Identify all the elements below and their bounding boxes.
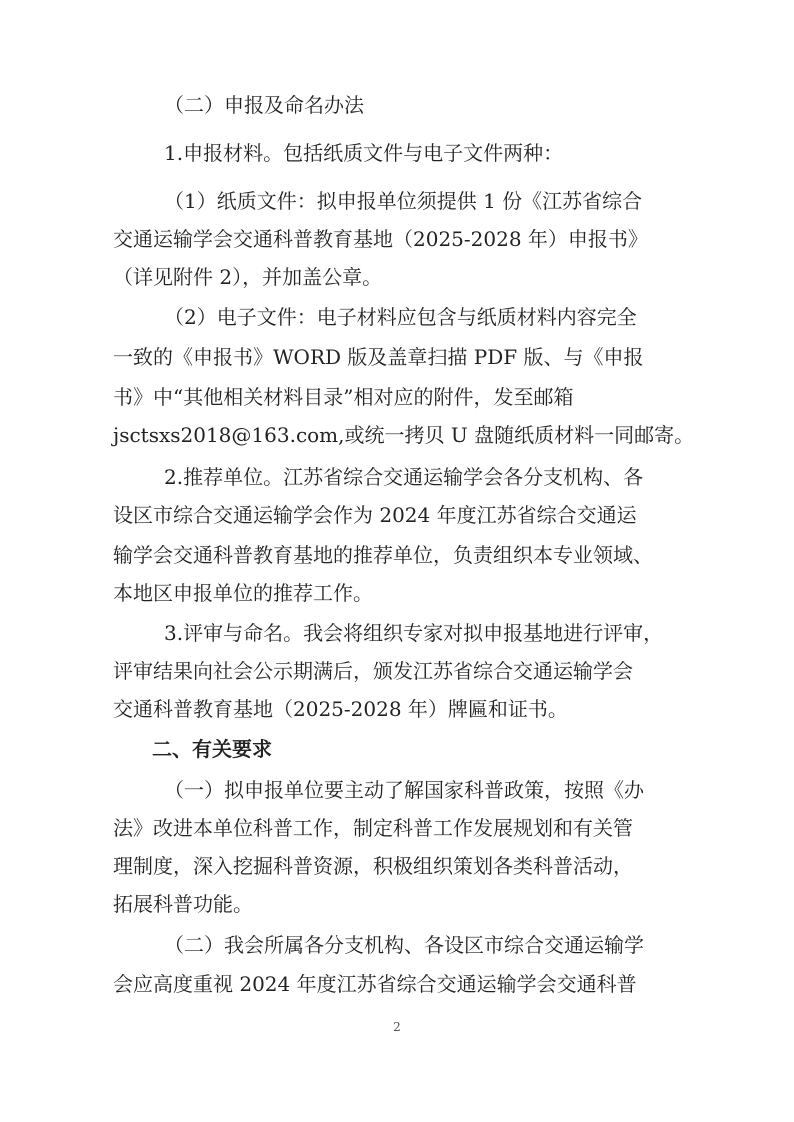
paragraph-line: （2）电子文件：电子材料应包含与纸质材料内容完全: [164, 305, 637, 329]
paragraph-line: 交通科普教育基地（2025-2028 年）牌匾和证书。: [113, 697, 568, 721]
paragraph-recommending-units: [0, 457, 794, 497]
section-heading-text: 二、有关要求: [152, 737, 272, 761]
paragraph-line: 一致的《申报书》WORD 版及盖章扫描 PDF 版、与《申报: [113, 345, 644, 369]
paragraph-line: （一）拟申报单位要主动了解国家科普政策，按照《办: [164, 778, 644, 802]
paragraph-line: 评审结果向社会公示期满后，颁发江苏省综合交通运输学会: [113, 659, 633, 683]
paragraph-paper-files-cont: [0, 257, 794, 297]
paragraph-review-naming-cont: [0, 651, 794, 691]
paragraph-recommending-units-cont: [0, 573, 794, 613]
section-heading-requirements: [0, 729, 794, 769]
paragraph-recommending-units-cont: [0, 495, 794, 535]
paragraph-requirement-2-cont: [0, 964, 794, 1004]
subsection-heading-text: （二）申报及命名办法: [164, 93, 364, 117]
paragraph-requirement-2: [0, 925, 794, 965]
paragraph-line: 书》中“其他相关材料目录”相对应的附件，发至邮箱: [113, 385, 574, 409]
paragraph-line: 设区市综合交通运输学会作为 2024 年度江苏省综合交通运: [113, 503, 637, 527]
paragraph-recommending-units-cont: [0, 535, 794, 575]
paragraph-requirement-1-cont: [0, 884, 794, 924]
paragraph-electronic-files: [0, 297, 794, 337]
paragraph-line: 1.申报材料。包括纸质文件与电子文件两种：: [164, 141, 564, 165]
paragraph-application-materials: [0, 133, 794, 173]
paragraph-requirement-1-cont: [0, 808, 794, 848]
paragraph-requirement-1: [0, 770, 794, 810]
paragraph-electronic-files-cont: [0, 337, 794, 377]
paragraph-line: 交通运输学会交通科普教育基地（2025-2028 年）申报书》: [113, 227, 648, 251]
paragraph-line: 输学会交通科普教育基地的推荐单位，负责组织本专业领域、: [113, 543, 653, 567]
paragraph-electronic-files-cont: [0, 377, 794, 417]
subsection-heading-application-method: [0, 85, 794, 125]
paragraph-line: （二）我会所属各分支机构、各设区市综合交通运输学: [164, 933, 644, 957]
paragraph-line: 理制度，深入挖掘科普资源，积极组织策划各类科普活动，: [113, 854, 633, 878]
paragraph-line: 2.推荐单位。江苏省综合交通运输学会各分支机构、各: [164, 465, 644, 489]
paragraph-review-naming: [0, 613, 794, 653]
paragraph-line: 3.评审与命名。我会将组织专家对拟申报基地进行评审，: [164, 621, 664, 645]
paragraph-review-naming-cont: [0, 689, 794, 729]
paragraph-paper-files: [0, 181, 794, 221]
paragraph-electronic-files-email: [0, 415, 794, 455]
paragraph-line: 拓展科普功能。: [113, 892, 253, 916]
paragraph-line: 本地区申报单位的推荐工作。: [113, 581, 373, 605]
paragraph-line: 法》改进本单位科普工作，制定科普工作发展规划和有关管: [113, 816, 633, 840]
paragraph-requirement-1-cont: [0, 846, 794, 886]
paragraph-line: （详见附件 2），并加盖公章。: [113, 265, 383, 289]
paragraph-line: （1）纸质文件：拟申报单位须提供 1 份《江苏省综合: [164, 189, 643, 213]
page-number: 2: [393, 1020, 401, 1034]
email-line: jsctsxs2018@163.com,或统一拷贝 U 盘随纸质材料一同邮寄。: [113, 423, 695, 447]
paragraph-line: 会应高度重视 2024 年度江苏省综合交通运输学会交通科普: [113, 972, 637, 996]
paragraph-paper-files-cont: [0, 219, 794, 259]
